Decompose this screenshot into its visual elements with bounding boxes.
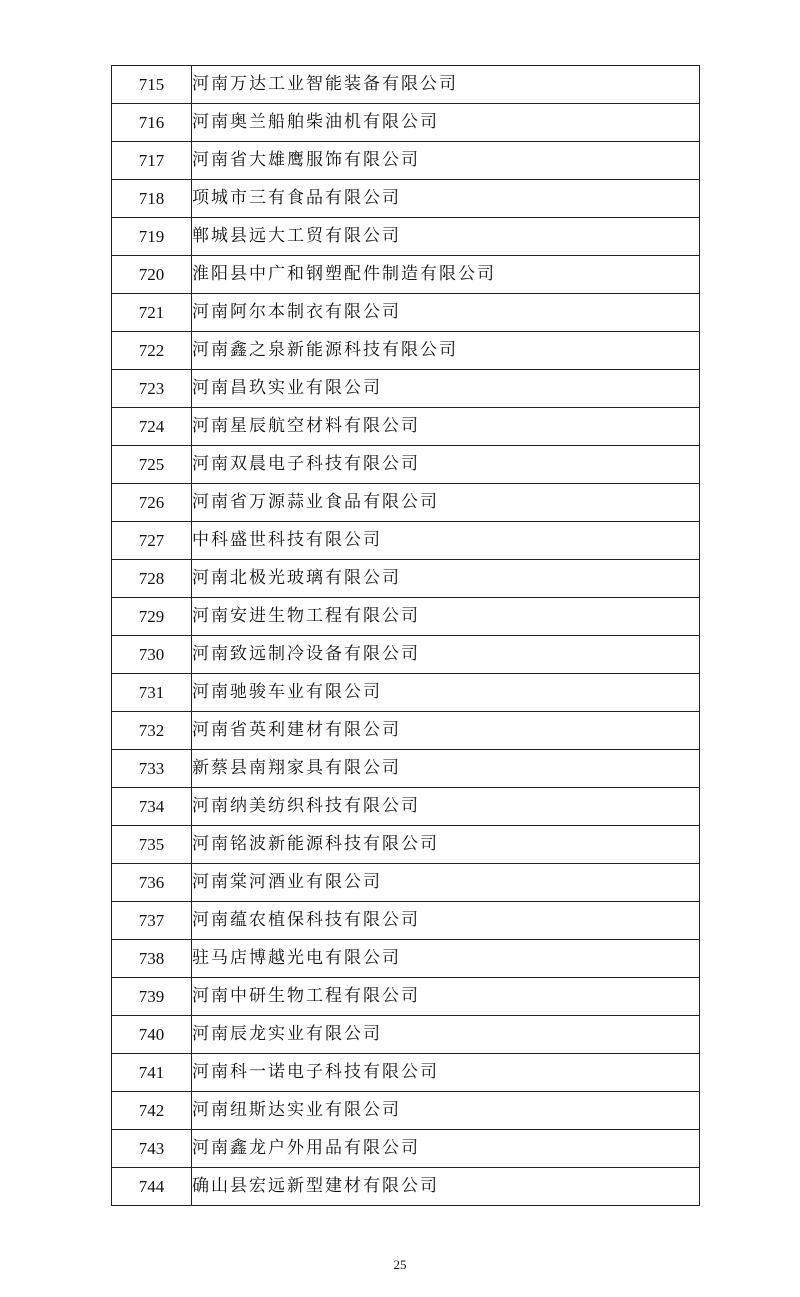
row-number: 721: [112, 294, 192, 332]
row-number: 718: [112, 180, 192, 218]
company-name: 河南万达工业智能装备有限公司: [192, 66, 700, 104]
table-row: [112, 1054, 700, 1092]
table-row: [112, 180, 700, 218]
row-number: 744: [112, 1168, 192, 1206]
company-name: 河南纳美纺织科技有限公司: [192, 788, 700, 826]
table-row: [112, 864, 700, 902]
table-row: [112, 1168, 700, 1206]
company-name: 河南蕴农植保科技有限公司: [192, 902, 700, 940]
row-number: 723: [112, 370, 192, 408]
row-number: 740: [112, 1016, 192, 1054]
company-name: 河南北极光玻璃有限公司: [192, 560, 700, 598]
company-name: 河南铭波新能源科技有限公司: [192, 826, 700, 864]
row-number: 732: [112, 712, 192, 750]
row-number: 735: [112, 826, 192, 864]
row-number: 734: [112, 788, 192, 826]
row-number: 737: [112, 902, 192, 940]
company-name: 河南阿尔本制衣有限公司: [192, 294, 700, 332]
table-row: [112, 332, 700, 370]
company-name: 河南棠河酒业有限公司: [192, 864, 700, 902]
row-number: 733: [112, 750, 192, 788]
row-number: 736: [112, 864, 192, 902]
company-name: 河南省大雄鹰服饰有限公司: [192, 142, 700, 180]
company-name: 淮阳县中广和钢塑配件制造有限公司: [192, 256, 700, 294]
company-name: 郸城县远大工贸有限公司: [192, 218, 700, 256]
company-name: 河南双晨电子科技有限公司: [192, 446, 700, 484]
company-name: 河南科一诺电子科技有限公司: [192, 1054, 700, 1092]
table-row: [112, 142, 700, 180]
row-number: 741: [112, 1054, 192, 1092]
company-name: 河南昌玖实业有限公司: [192, 370, 700, 408]
table-row: [112, 712, 700, 750]
table-row: [112, 978, 700, 1016]
company-name: 河南星辰航空材料有限公司: [192, 408, 700, 446]
table-row: [112, 104, 700, 142]
row-number: 730: [112, 636, 192, 674]
table-row: [112, 370, 700, 408]
company-name: 河南鑫龙户外用品有限公司: [192, 1130, 700, 1168]
company-name: 河南纽斯达实业有限公司: [192, 1092, 700, 1130]
table-row: [112, 1092, 700, 1130]
company-name: 确山县宏远新型建材有限公司: [192, 1168, 700, 1206]
table-row: [112, 1130, 700, 1168]
company-name: 中科盛世科技有限公司: [192, 522, 700, 560]
company-name: 项城市三有食品有限公司: [192, 180, 700, 218]
row-number: 728: [112, 560, 192, 598]
company-list-body: [112, 66, 700, 1206]
table-row: [112, 522, 700, 560]
row-number: 726: [112, 484, 192, 522]
table-row: [112, 256, 700, 294]
company-name: 河南安进生物工程有限公司: [192, 598, 700, 636]
table-row: [112, 446, 700, 484]
page-number: 25: [393, 1257, 407, 1272]
row-number: 727: [112, 522, 192, 560]
company-name: 河南奥兰船舶柴油机有限公司: [192, 104, 700, 142]
row-number: 715: [112, 66, 192, 104]
company-name: 河南辰龙实业有限公司: [192, 1016, 700, 1054]
row-number: 719: [112, 218, 192, 256]
table-row: [112, 1016, 700, 1054]
table-row: [112, 598, 700, 636]
table-row: [112, 484, 700, 522]
table-row: [112, 750, 700, 788]
table-row: [112, 408, 700, 446]
table-row: [112, 294, 700, 332]
company-name: 驻马店博越光电有限公司: [192, 940, 700, 978]
row-number: 743: [112, 1130, 192, 1168]
row-number: 742: [112, 1092, 192, 1130]
company-name: 河南中研生物工程有限公司: [192, 978, 700, 1016]
table-row: [112, 940, 700, 978]
table-row: [112, 826, 700, 864]
company-name: 河南驰骏车业有限公司: [192, 674, 700, 712]
company-name: 新蔡县南翔家具有限公司: [192, 750, 700, 788]
company-list-table: [111, 65, 700, 1206]
company-name: 河南省万源蒜业食品有限公司: [192, 484, 700, 522]
table-row: [112, 218, 700, 256]
table-row: [112, 66, 700, 104]
row-number: 725: [112, 446, 192, 484]
row-number: 724: [112, 408, 192, 446]
row-number: 738: [112, 940, 192, 978]
row-number: 731: [112, 674, 192, 712]
table-row: [112, 902, 700, 940]
row-number: 716: [112, 104, 192, 142]
table-row: [112, 560, 700, 598]
row-number: 722: [112, 332, 192, 370]
company-name: 河南省英利建材有限公司: [192, 712, 700, 750]
table-row: [112, 788, 700, 826]
table-row: [112, 674, 700, 712]
company-name: 河南鑫之泉新能源科技有限公司: [192, 332, 700, 370]
row-number: 720: [112, 256, 192, 294]
row-number: 729: [112, 598, 192, 636]
row-number: 739: [112, 978, 192, 1016]
table-row: [112, 636, 700, 674]
company-name: 河南致远制冷设备有限公司: [192, 636, 700, 674]
row-number: 717: [112, 142, 192, 180]
